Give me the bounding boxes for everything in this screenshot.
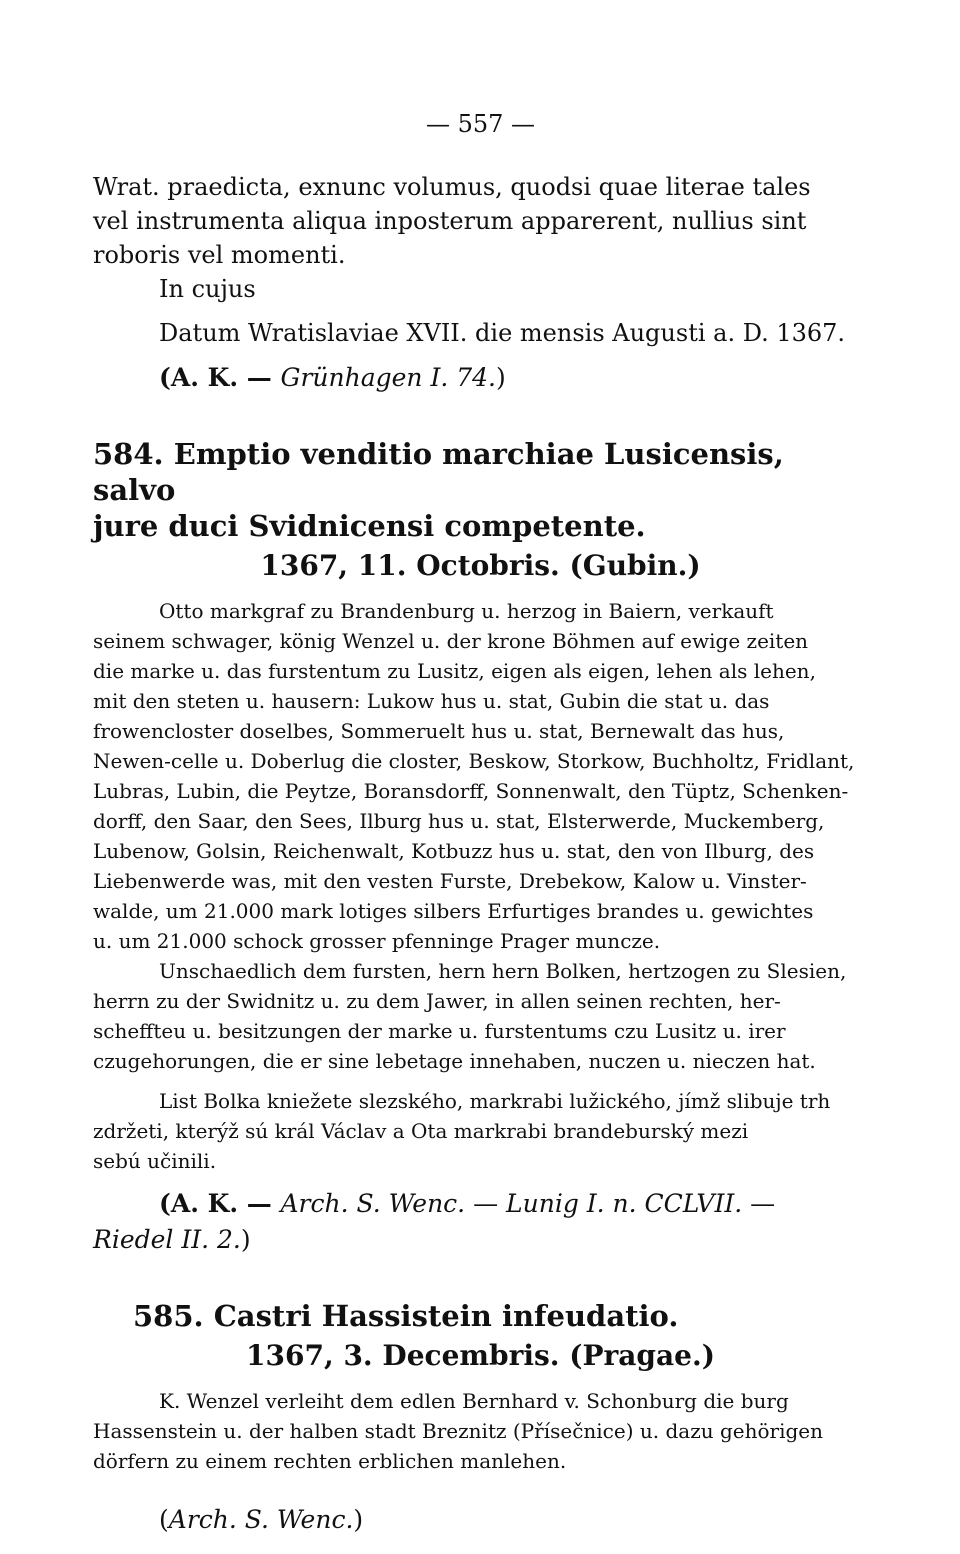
- text-line: Liebenwerde was, mit den vesten Furste, Drebekow, Kalow u. Vinster-: [93, 869, 807, 893]
- doc-585: [93, 1298, 868, 1538]
- citation-585: (Arch. S. Wenc.): [159, 1505, 364, 1534]
- text-line: seinem schwager, könig Wenzel u. der krone Böhmen auf ewige zeiten: [93, 629, 809, 653]
- text-line: die marke u. das furstentum zu Lusitz, eigen als eigen, lehen als lehen,: [93, 659, 816, 683]
- citation-584-cont: Riedel II. 2.): [93, 1225, 251, 1254]
- text-line: frowencloster doselbes, Sommeruelt hus u. stat, Bernewalt das hus,: [93, 719, 785, 743]
- citation-583: (A. K. — Grünhagen I. 74.): [159, 363, 506, 392]
- doc-584-title-line1: 584. Emptio venditio marchiae Lusicensis, salvo: [93, 437, 784, 507]
- text-line: walde, um 21.000 mark lotiges silbers Erfurtiges brandes u. gewichtes: [93, 899, 814, 923]
- doc-584-czech-para: [93, 1086, 868, 1176]
- text-line: vel instrumenta aliqua inposterum apparerent, nullius sint: [93, 207, 807, 235]
- text-line: scheffteu u. besitzungen der marke u. furstentums czu Lusitz u. irer: [93, 1019, 786, 1043]
- datum-line: Datum Wratislaviae XVII. die mensis Augusti a. D. 1367.: [159, 319, 846, 347]
- text-line: sebú učinili.: [93, 1149, 217, 1173]
- text-line: Wrat. praedicta, exnunc volumus, quodsi quae literae tales: [93, 173, 811, 201]
- doc-583-tail: [93, 170, 868, 396]
- document-page: [93, 108, 868, 1538]
- text-line: List Bolka kniežete slezského, markrabi lužického, jímž slibuje trh: [159, 1089, 831, 1113]
- doc-585-date: 1367, 3. Decembris. (Pragae.): [246, 1339, 715, 1372]
- text-line: Newen-celle u. Doberlug die closter, Beskow, Storkow, Buchholtz, Fridlant,: [93, 749, 855, 773]
- text-line: Hassenstein u. der halben stadt Breznitz (Přísečnice) u. dazu gehörigen: [93, 1419, 823, 1443]
- text-line: czugehorungen, die er sine lebetage innehaben, nuczen u. nieczen hat.: [93, 1049, 816, 1073]
- text-line: dörfern zu einem rechten erblichen manlehen.: [93, 1449, 567, 1473]
- text-line: Lubenow, Golsin, Reichenwalt, Kotbuzz hus u. stat, den von Ilburg, des: [93, 839, 815, 863]
- citation-584: (A. K. — Arch. S. Wenc. — Lunig I. n. CCLVII. —: [159, 1189, 776, 1218]
- doc-584-german-para2: [93, 956, 868, 1076]
- text-line: roboris vel momenti.: [93, 241, 346, 269]
- text-line: u. um 21.000 schock grosser pfenninge Prager muncze.: [93, 929, 661, 953]
- doc-584-title-line2: jure duci Svidnicensi competente.: [93, 509, 646, 543]
- in-cujus-line: In cujus: [159, 275, 256, 303]
- doc-584-german-para1: [93, 596, 868, 956]
- text-line: Lubras, Lubin, die Peytze, Boransdorff, Sonnenwalt, den Tüptz, Schenken-: [93, 779, 849, 803]
- doc-584: [93, 436, 868, 1258]
- text-line: herrn zu der Swidnitz u. zu dem Jawer, in allen seinen rechten, her-: [93, 989, 781, 1013]
- page-number: — 557 —: [425, 110, 536, 138]
- text-line: zdržeti, kterýž sú král Václav a Ota markrabi brandeburský mezi: [93, 1119, 749, 1143]
- text-line: Unschaedlich dem fursten, hern hern Bolken, hertzogen zu Slesien,: [159, 959, 847, 983]
- doc-585-title: 585. Castri Hassistein infeudatio.: [133, 1299, 679, 1333]
- text-line: dorff, den Saar, den Sees, Ilburg hus u. stat, Elsterwerde, Muckemberg,: [93, 809, 825, 833]
- doc-584-date: 1367, 11. Octobris. (Gubin.): [260, 549, 701, 582]
- doc-585-german-para: [93, 1386, 868, 1476]
- text-line: mit den steten u. hausern: Lukow hus u. stat, Gubin die stat u. das: [93, 689, 770, 713]
- text-line: K. Wenzel verleiht dem edlen Bernhard v. Schonburg die burg: [159, 1389, 789, 1413]
- text-line: Otto markgraf zu Brandenburg u. herzog in Baiern, verkauft: [159, 599, 774, 623]
